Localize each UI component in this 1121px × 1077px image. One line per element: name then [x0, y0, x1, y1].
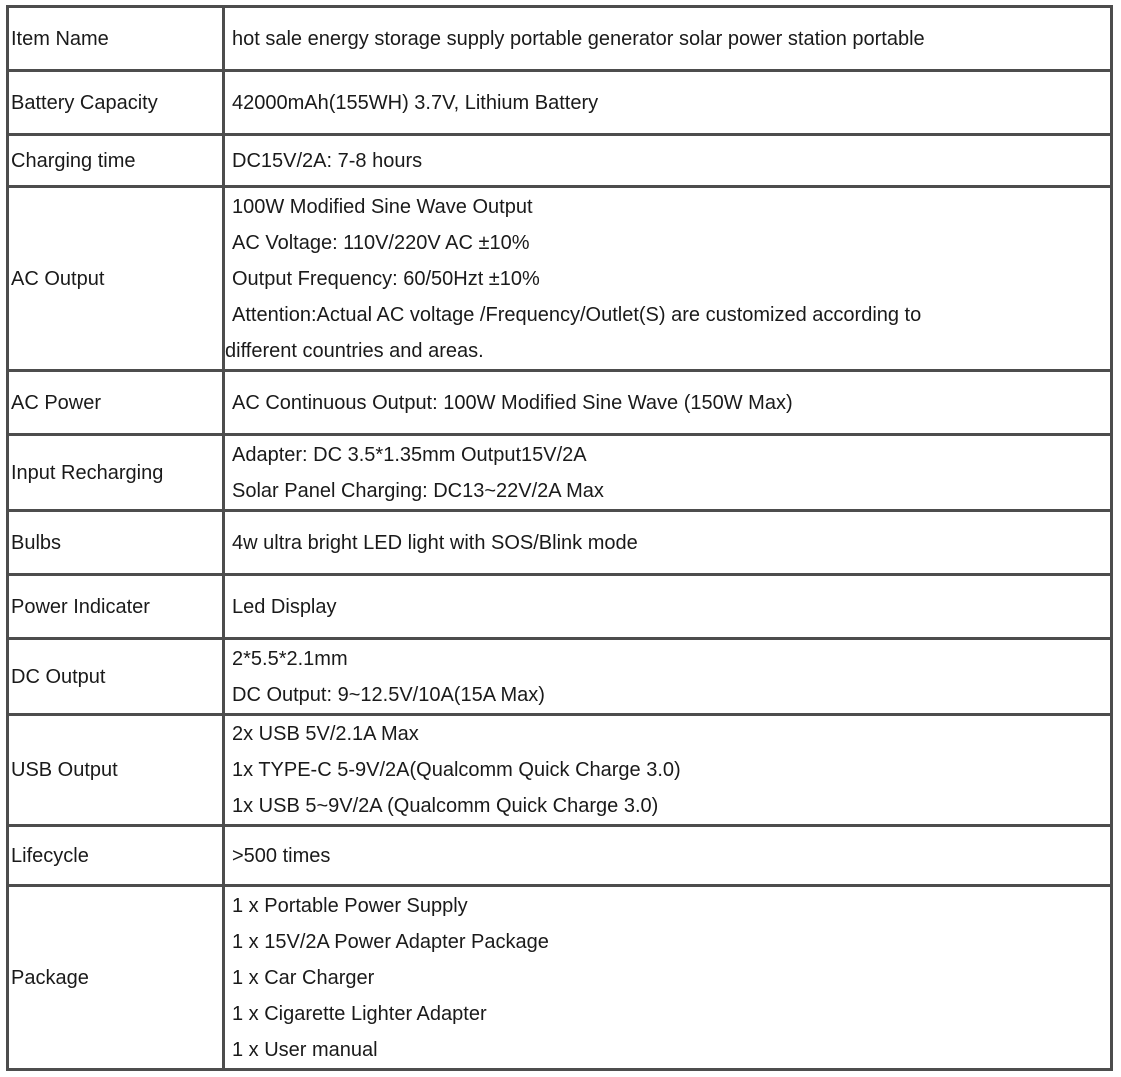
table-row [8, 371, 1112, 435]
value-line: AC Voltage: 110V/220V AC ±10% [232, 231, 530, 254]
value-line: different countries and areas. [225, 339, 484, 362]
value-line: Output Frequency: 60/50Hzt ±10% [232, 267, 540, 290]
row-value [224, 187, 1112, 371]
row-label: Lifecycle [8, 826, 224, 886]
value-line: 2x USB 5V/2.1A Max [232, 723, 419, 745]
value-line: Solar Panel Charging: DC13~22V/2A Max [232, 479, 604, 502]
row-value [224, 435, 1112, 511]
value-line: Attention:Actual AC voltage /Frequency/Outlet(S) are customized according to [232, 303, 922, 326]
value-line: 1 x Car Charger [232, 966, 375, 989]
value-line: Led Display [232, 595, 337, 618]
table-row [8, 435, 1112, 511]
value-line: 2*5.5*2.1mm [232, 647, 348, 670]
row-value [224, 71, 1112, 135]
value-line: DC Output: 9~12.5V/10A(15A Max) [232, 683, 545, 706]
row-value [224, 715, 1112, 826]
value-line: DC15V/2A: 7-8 hours [232, 149, 423, 172]
value-line: AC Continuous Output: 100W Modified Sine Wave (150W Max) [232, 391, 793, 414]
row-value [224, 511, 1112, 575]
value-line: hot sale energy storage supply portable generator solar power station portable [232, 27, 925, 50]
row-label: DC Output [8, 639, 224, 715]
row-label: AC Power [8, 371, 224, 435]
value-line: 1 x User manual [232, 1038, 378, 1061]
row-label: Package [8, 886, 224, 1070]
table-row [8, 71, 1112, 135]
value-line: 1 x Portable Power Supply [232, 894, 468, 917]
value-line: 4w ultra bright LED light with SOS/Blink mode [232, 531, 638, 554]
value-line: >500 times [232, 844, 331, 867]
row-value [224, 886, 1112, 1070]
value-line: 1 x Cigarette Lighter Adapter [232, 1002, 487, 1025]
row-value [224, 826, 1112, 886]
table-row [8, 7, 1112, 71]
value-line: 100W Modified Sine Wave Output [232, 195, 533, 218]
table-row [8, 639, 1112, 715]
row-value [224, 7, 1112, 71]
row-value [224, 371, 1112, 435]
row-label: Charging time [8, 135, 224, 187]
table-row [8, 575, 1112, 639]
table-row [8, 826, 1112, 886]
row-value [224, 639, 1112, 715]
row-value [224, 575, 1112, 639]
row-label: Battery Capacity [8, 71, 224, 135]
value-line: Adapter: DC 3.5*1.35mm Output15V/2A [232, 443, 587, 466]
row-label: Item Name [8, 7, 224, 71]
row-label: AC Output [8, 187, 224, 371]
value-line: 42000mAh(155WH) 3.7V, Lithium Battery [232, 91, 599, 114]
row-value [224, 135, 1112, 187]
table-row [8, 886, 1112, 1070]
spec-table [6, 5, 1113, 1071]
row-label: USB Output [8, 715, 224, 826]
row-label: Power Indicater [8, 575, 224, 639]
table-row [8, 715, 1112, 826]
value-line: 1x TYPE-C 5-9V/2A(Qualcomm Quick Charge 3.0) [232, 759, 681, 781]
table-row [8, 187, 1112, 371]
value-line: 1x USB 5~9V/2A (Qualcomm Quick Charge 3.0) [232, 795, 659, 817]
row-label: Input Recharging [8, 435, 224, 511]
table-row [8, 135, 1112, 187]
value-line: 1 x 15V/2A Power Adapter Package [232, 930, 549, 953]
row-label: Bulbs [8, 511, 224, 575]
table-row [8, 511, 1112, 575]
